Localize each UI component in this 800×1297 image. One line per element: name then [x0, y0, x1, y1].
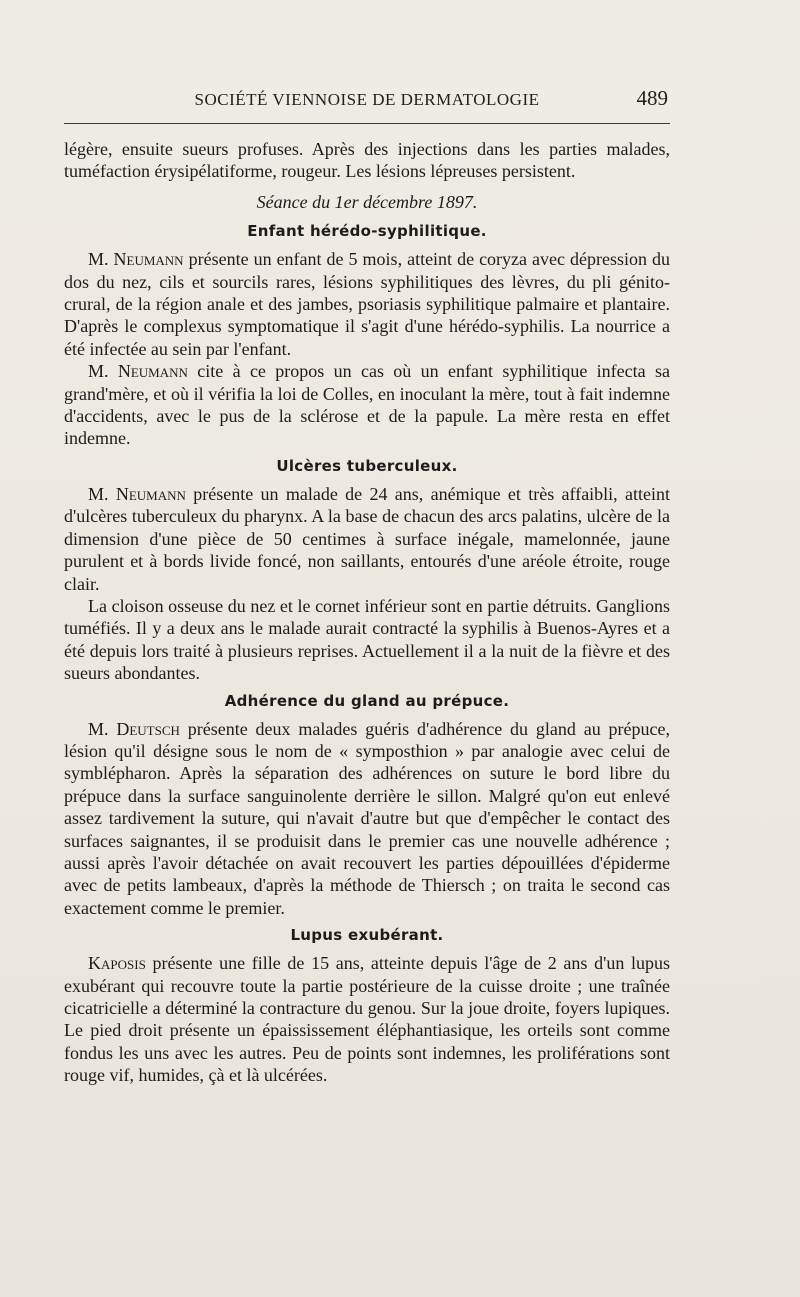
- continued-paragraph: légère, ensuite sueurs profuses. Après des injections dans les parties malades, tuméfaction érysipélatiforme, rougeur. Les lésions lépreuses persistent.: [64, 139, 670, 182]
- running-title: SOCIÉTÉ VIENNOISE DE DERMATOLOGIE: [194, 90, 540, 109]
- author-name: M. Deutsch: [88, 718, 180, 739]
- author-name: Kaposis: [88, 953, 146, 974]
- page-body: [64, 138, 670, 1087]
- author-name: M. Neumann: [88, 483, 186, 504]
- section-title-lupus-exuberant: Lupus exubérant.: [290, 926, 444, 945]
- paragraph: [64, 483, 670, 595]
- paragraph-text: présente une fille de 15 ans, atteinte depuis l'âge de 2 ans d'un lupus exubérant qui recouvre toute la partie postérieure de la cuisse droite ; une traînée cicatricielle a déterminé la contracture du genou. Sur la joue droite, foyers lupiques. Le pied droit présente un épaississement éléphantiasique, les orteils sont comme fondus les uns avec les autres. Peu de points sont indemnes, les proliférations sont rouge vif, humides, çà et là ulcérées.: [64, 953, 670, 1086]
- paragraph-text: présente un enfant de 5 mois, atteint de coryza avec dépression du dos du nez, cils et sourcils rares, lésions syphilitiques des lèvres, du pli génito-crural, de la région anale et des jambes, psoriasis syphilitique palmaire et plantaire. D'après le complexus symptomatique il s'agit d'une hérédo-syphilis. La nourrice a été infectée au sein par l'enfant.: [64, 249, 671, 359]
- paragraph-text: cite à ce propos un cas où un enfant syphilitique infecta sa grand'mère, et où il vérifia la loi de Colles, en inoculant la mère, tout à fait indemne d'accidents, avec le pus de la sclérose et de la papule. La mère resta en effet indemne.: [64, 361, 670, 449]
- section-title-ulceres-tuberculeux: Ulcères tuberculeux.: [276, 456, 458, 475]
- paragraph: [64, 718, 670, 920]
- paragraph: [64, 952, 670, 1086]
- header-rule: [64, 123, 670, 124]
- section-title-enfant-heredo-syphilitique: Enfant hérédo-syphilitique.: [247, 222, 487, 241]
- session-date: Séance du 1er décembre 1897.: [256, 191, 478, 212]
- paragraph: [64, 248, 670, 360]
- paragraph: [64, 360, 670, 450]
- section-title-adherence-du-gland: Adhérence du gland au prépuce.: [224, 691, 510, 710]
- paragraph-text: présente un malade de 24 ans, anémique et très affaibli, atteint d'ulcères tuberculeux du pharynx. A la base de chacun des arcs palatins, ulcère de la dimension d'une pièce de 50 centimes à surface inégale, mamelonnée, jaune purulent et à bords livide foncé, non saillants, entourés d'une aréole étroite, rouge clair.: [64, 483, 670, 594]
- paragraph-text: présente deux malades guéris d'adhérence du gland au prépuce, lésion qu'il désigne sous le nom de « symposthion » par analogie avec celui de symblépharon. Après la séparation des adhérences on suture le bord libre du prépuce dans la surface sanguinolente derrière le sillon. Malgré qu'on eut enlevé assez tardivement la suture, qui n'avait d'autre but que d'empêcher le contact des surfaces saignantes, il se produisit dans le premier cas une nouvelle adhérence ; aussi après l'avoir détachée on avait recouvert les parties dépouillées d'épiderme avec de petits lambeaux, d'après la méthode de Thiersch ; on traita le second cas exactement comme le premier.: [64, 718, 670, 918]
- page-number: 489: [636, 86, 668, 110]
- author-name: M. Neumann: [88, 361, 188, 382]
- paragraph: La cloison osseuse du nez et le cornet inférieur sont en partie détruits. Ganglions tuméfiés. Il y a deux ans le malade aurait contracté la syphilis à Buenos-Ayres et a été depuis lors traité à plusieurs reprises. Actuellement il a la nuit de la fièvre et des sueurs abondantes.: [64, 595, 670, 684]
- running-header: [64, 84, 670, 118]
- author-name: M. Neumann: [88, 249, 184, 270]
